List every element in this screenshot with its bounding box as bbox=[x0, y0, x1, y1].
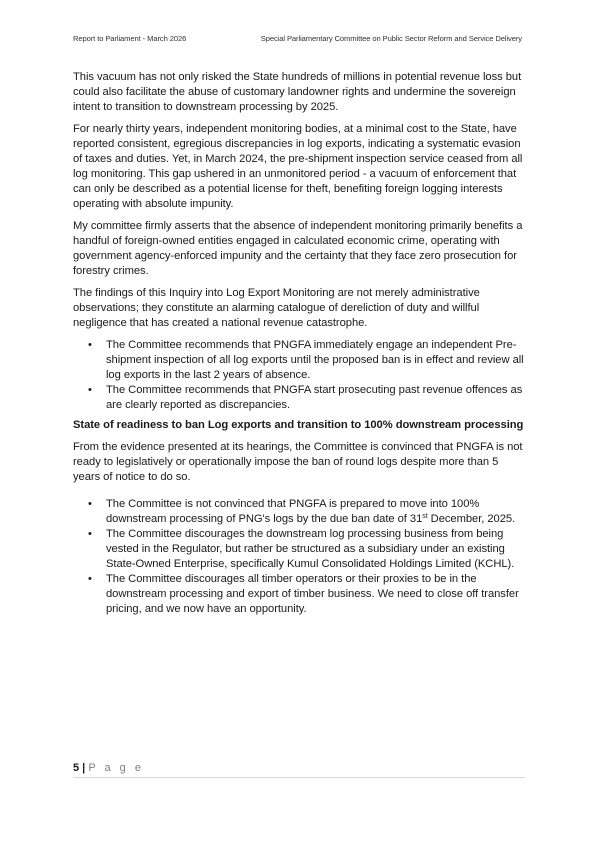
page-header bbox=[73, 34, 522, 43]
page-number: 5 | bbox=[73, 762, 89, 774]
list-item bbox=[88, 497, 525, 527]
bullet-icon: • bbox=[88, 498, 92, 510]
recommendation-list bbox=[73, 338, 525, 413]
paragraph: From the evidence presented at its hearings, the Committee is convinced that PNGFA is not ready to legislatively or operationally impose the ban of round logs despite more than 5 years of notice to do so. bbox=[73, 441, 523, 483]
list-item bbox=[88, 527, 525, 572]
list-item-text: The Committee recommends that PNGFA immediately engage an independent Pre-shipment inspection of all log exports until the proposed ban is in effect and review all log exports in the last 2 years of absence. bbox=[106, 339, 524, 381]
footer-divider bbox=[73, 777, 525, 778]
list-item-text: The Committee recommends that PNGFA start prosecuting past revenue offences as are clearly reported as discrepancies. bbox=[106, 384, 523, 411]
paragraph: My committee firmly asserts that the absence of independent monitoring primarily benefits a handful of foreign-owned entities engaged in calculated economic crime, operating with government agency-enforced impunity and the certainty that they face zero prosecution for forestry crimes. bbox=[73, 220, 523, 277]
section-heading: State of readiness to ban Log exports and transition to 100% downstream processing bbox=[73, 419, 524, 431]
paragraph: For nearly thirty years, independent monitoring bodies, at a minimal cost to the State, have reported consistent, egregious discrepancies in log exports, indicating a systematic evasion of taxes and duties. Yet, in March 2024, the pre-shipment inspection service ceased from all log monitoring. This gap ushered in an unmonitored period - a vacuum of enforcement that can only be described as a potential license for theft, benefiting foreign logging interests operating with absolute impunity. bbox=[73, 123, 523, 210]
document-body bbox=[73, 70, 525, 622]
recommendation-list bbox=[73, 497, 525, 617]
list-item bbox=[88, 383, 525, 413]
paragraph: The findings of this Inquiry into Log Export Monitoring are not merely administrative observations; they constitute an alarming catalogue of dereliction of duty and willful negligence that has created a national revenue catastrophe. bbox=[73, 287, 480, 329]
bullet-icon: • bbox=[88, 384, 92, 396]
header-left: Report to Parliament - March 2026 bbox=[73, 34, 187, 43]
header-right: Special Parliamentary Committee on Public Sector Reform and Service Delivery bbox=[260, 34, 522, 43]
bullet-icon: • bbox=[88, 339, 92, 351]
list-item-text: The Committee discourages all timber operators or their proxies to be in the downstream processing and export of timber business. We need to close off transfer pricing, and we now have an opportunity. bbox=[106, 573, 519, 615]
bullet-icon: • bbox=[88, 573, 92, 585]
bullet-icon: • bbox=[88, 528, 92, 540]
page-footer bbox=[73, 762, 144, 774]
list-item-text: The Committee is not convinced that PNGFA is prepared to move into 100% downstream processing of PNG's logs by the due ban date of 31st December, 2025. bbox=[106, 498, 516, 525]
list-item bbox=[88, 572, 525, 617]
page-label: P a g e bbox=[88, 762, 144, 774]
list-item-text: The Committee discourages the downstream log processing business from being vested in the Regulator, but rather be structured as a subsidiary under an existing State-Owned Enterprise, specifically Kumul Consolidated Holdings Limited (KCHL). bbox=[106, 528, 515, 570]
paragraph: This vacuum has not only risked the State hundreds of millions in potential revenue loss but could also facilitate the abuse of customary landowner rights and undermine the sovereign intent to transition to downstream processing by 2025. bbox=[73, 71, 522, 113]
list-item bbox=[88, 338, 525, 383]
